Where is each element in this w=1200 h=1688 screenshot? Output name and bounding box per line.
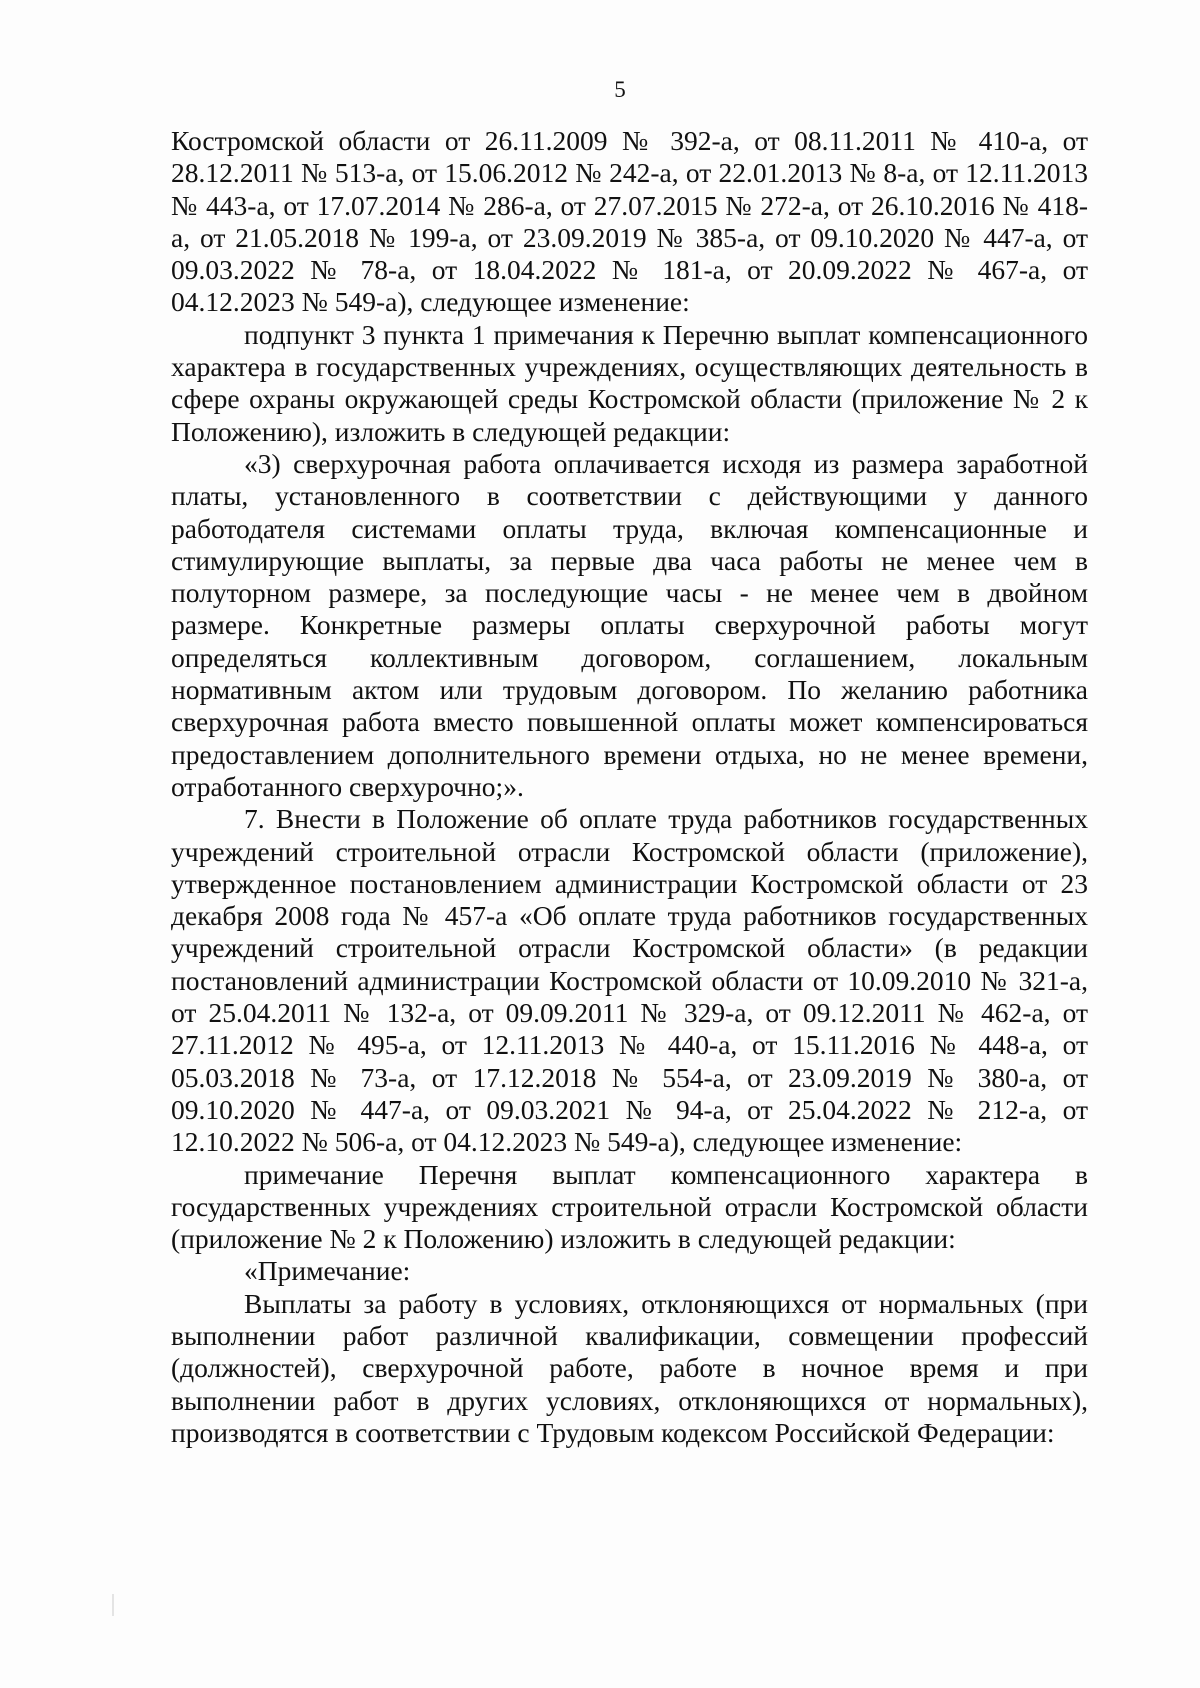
paragraph-amendment-history-continued: Костромской области от 26.11.2009 № 392-а, от 08.11.2011 № 410-а, от 28.12.2011 № 513-а, от 15.06.2012 № 242-а, от 22.01.2013 № 8-а, от 12.11.2013 № 443-а, от 17.07.2014 № 286-а, от 27.07.2015 № 272-а, от 26.10.2016 № 418-а, от 21.05.2018 № 199-а, от 23.09.2019 № 385-а, от 09.10.2020 № 447-а, от 09.03.2022 № 78-а, от 18.04.2022 № 181-а, от 20.09.2022 № 467-а, от 04.12.2023 № 549-а), следующее изменение: xyxy=(171,125,1088,318)
paragraph-item-7: 7. Внести в Положение об оплате труда работников государственных учреждений строительной отрасли Костромской области (приложение), утвержденное постановлением администрации Костромской области от 23 декабря 2008 года № 457-а «Об оплате труда работников государственных учреждений строительной отрасли Костромской области» (в редакции постановлений администрации Костромской области от 10.09.2010 № 321-а, от 25.04.2011 № 132-а, от 09.09.2011 № 329-а, от 09.12.2011 № 462-а, от 27.11.2012 № 495-а, от 12.11.2013 № 440-а, от 15.11.2016 № 448-а, от 05.03.2018 № 73-а, от 17.12.2018 № 554-а, от 23.09.2019 № 380-а, от 09.10.2020 № 447-а, от 09.03.2021 № 94-а, от 25.04.2022 № 212-а, от 12.10.2022 № 506-а, от 04.12.2023 № 549-а), следующее изменение: xyxy=(171,803,1088,1158)
paragraph-overtime-payment-quote: «3) сверхурочная работа оплачивается исходя из размера заработной платы, установленного в соответствии с действующими у данного работодателя системами оплаты труда, включая компенсационные и стимулирующие выплаты, за первые два часа работы не менее чем в полуторном размере, за последующие часы - не менее чем в двойном размере. Конкретные размеры оплаты сверхурочной работы могут определяться коллективным договором, соглашением, локальным нормативным актом или трудовым договором. По желанию работника сверхурочная работа вместо повышенной оплаты может компенсироваться предоставлением дополнительного времени отдыха, но не менее времени, отработанного сверхурочно;». xyxy=(171,447,1088,802)
paragraph-note-amendment: примечание Перечня выплат компенсационного характера в государственных учреждениях строительной отрасли Костромской области (приложение № 2 к Положению) изложить в следующей редакции: xyxy=(171,1158,1088,1255)
document-body xyxy=(171,125,1088,1449)
scan-edge-mark xyxy=(112,1594,114,1616)
paragraph-payments-conditions: Выплаты за работу в условиях, отклоняющихся от нормальных (при выполнении работ различной квалификации, совмещении профессий (должностей), сверхурочной работе, работе в ночное время и при выполнении работ в других условиях, отклоняющихся от нормальных), производятся в соответствии с Трудовым кодексом Российской Федерации: xyxy=(171,1287,1088,1448)
paragraph-note-heading: «Примечание: xyxy=(244,1255,411,1287)
paragraph-subpoint-3: подпункт 3 пункта 1 примечания к Перечню выплат компенсационного характера в государственных учреждениях, осуществляющих деятельность в сфере охраны окружающей среды Костромской области (приложение № 2 к Положению), изложить в следующей редакции: xyxy=(171,318,1088,447)
page-number: 5 xyxy=(614,77,626,102)
